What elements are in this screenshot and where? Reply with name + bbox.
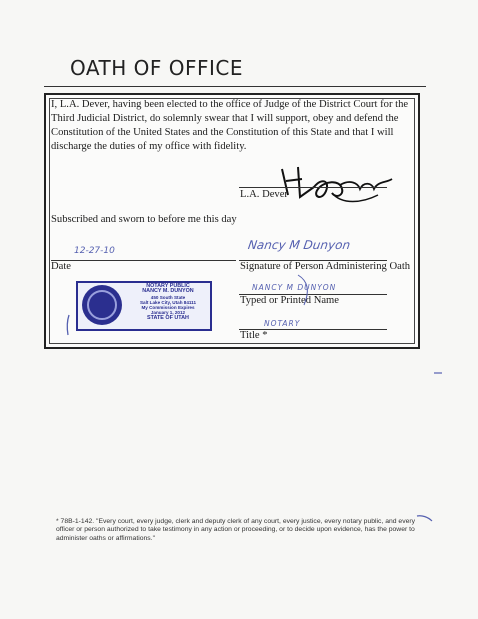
notary-stamp-text [126, 284, 210, 321]
pen-mark [64, 313, 72, 337]
document-title: OATH OF OFFICE [70, 56, 243, 80]
title-rule [44, 86, 426, 87]
subscribed-text: Subscribed and sworn to before me this day [51, 214, 237, 225]
printed-name-value: NANCY M DUNYON [252, 283, 337, 292]
date-value: 12-27-10 [74, 246, 115, 256]
signer-name: L.A. Dever [240, 189, 288, 200]
title-value: NOTARY [264, 319, 301, 328]
date-line [51, 260, 236, 261]
oath-text: I, L.A. Dever, having been elected to the office of Judge of the District Court for the Third Judicial District, do solemnly swear that I will support, obey and defend the Constitution of the United States and the Constitution of this State and that I will discharge the duties of my office with fidelity. [51, 99, 409, 152]
notary-stamp-line: 450 South State [150, 294, 186, 300]
notary-seal-ring [87, 290, 117, 320]
oath-box [44, 93, 420, 349]
notary-stamp-line: STATE OF UTAH [147, 314, 189, 321]
pen-mark [296, 273, 314, 307]
signer-signature-line [239, 187, 387, 188]
notary-stamp [76, 281, 212, 331]
title-label: Title * [240, 330, 268, 341]
signer-signature [262, 159, 410, 209]
administrator-signature: Nancy M Dunyon [247, 238, 352, 252]
notary-stamp-line: Salt Lake City, Utah 84111 [139, 299, 197, 305]
date-label: Date [51, 261, 71, 272]
printed-name-label: Typed or Printed Name [240, 295, 339, 306]
notary-seal-icon [82, 285, 122, 325]
notary-stamp-line: NANCY M. DUNYON [142, 288, 194, 295]
pen-mark [433, 370, 443, 376]
notary-stamp-line: My Commission Expires [141, 305, 195, 311]
notary-stamp-line: January 1, 2012 [150, 310, 186, 316]
notary-stamp-line: NOTARY PUBLIC [146, 283, 190, 289]
administrator-signature-label: Signature of Person Administering Oath [240, 261, 411, 272]
footnote: * 78B-1-142. "Every court, every judge, clerk and deputy clerk of any court, every justice, every notary public, and every officer or person authorized to take testimony in any action or proceeding, or to decide upon evidence, has the power to administer oaths or affirmations." [56, 518, 416, 542]
